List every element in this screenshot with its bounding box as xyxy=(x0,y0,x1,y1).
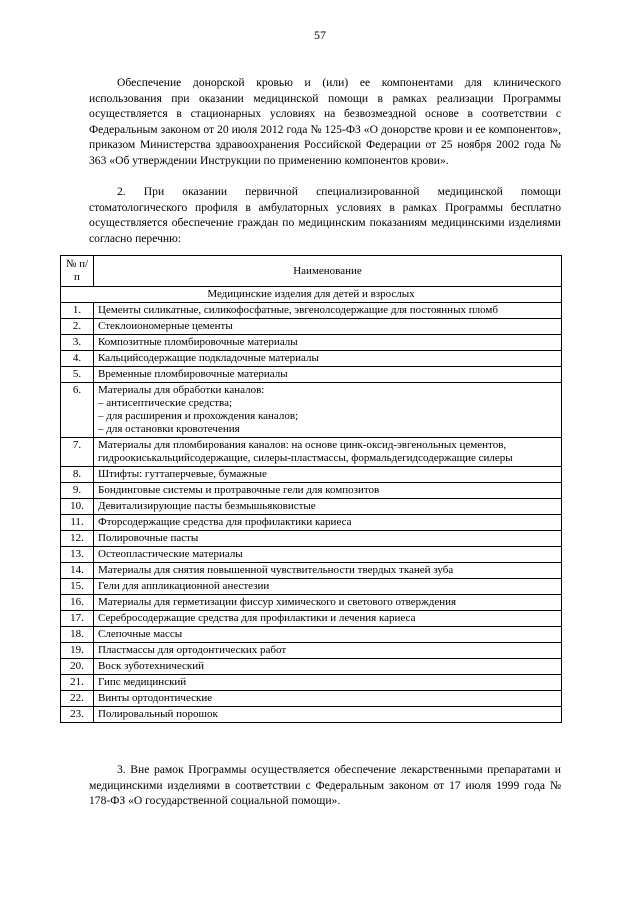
table-row xyxy=(61,595,562,611)
table-row xyxy=(61,383,562,438)
row-name-cell xyxy=(94,303,562,319)
row-number: 14. xyxy=(61,563,94,579)
row-name-cell xyxy=(94,319,562,335)
paragraph-dental-products: 2. При оказании первичной специализированной медицинской помощи стоматологического профиля в амбулаторных условиях в рамках Программы бесплатно осуществляется обеспечение граждан по медицинским показаниям медицинскими изделиями согласно перечню: xyxy=(89,185,561,245)
row-number: 9. xyxy=(61,483,94,499)
row-name: Кальцийсодержащие подкладочные материалы xyxy=(98,352,319,364)
row-name: Полировальный порошок xyxy=(98,708,218,720)
row-name: Штифты: гуттаперчевые, бумажные xyxy=(98,468,267,480)
row-name-cell xyxy=(94,547,562,563)
medical-products-table xyxy=(60,255,562,723)
row-number: 15. xyxy=(61,579,94,595)
row-name-cell xyxy=(94,595,562,611)
row-number: 3. xyxy=(61,335,94,351)
row-name: Девитализирующие пасты безмышьяковистые xyxy=(98,500,316,512)
row-name-cell xyxy=(94,611,562,627)
row-name: Цементы силикатные, силикофосфатные, эвгенолсодержащие для постоянных пломб xyxy=(98,304,498,316)
table-row xyxy=(61,335,562,351)
row-number: 12. xyxy=(61,531,94,547)
row-name-cell xyxy=(94,627,562,643)
row-name: Полировочные пасты xyxy=(98,532,199,544)
row-name: Временные пломбировочные материалы xyxy=(98,368,288,380)
row-subitem: – для остановки кровотечения xyxy=(98,423,240,435)
table-row xyxy=(61,531,562,547)
table-row xyxy=(61,303,562,319)
row-name-cell xyxy=(94,531,562,547)
row-number: 20. xyxy=(61,659,94,675)
table-row xyxy=(61,438,562,467)
row-name: Винты ортодонтические xyxy=(98,692,213,704)
row-name-cell xyxy=(94,659,562,675)
row-name-cell xyxy=(94,643,562,659)
row-name: Стеклоиономерные цементы xyxy=(98,320,233,332)
row-name: Серебросодержащие средства для профилактики и лечения кариеса xyxy=(98,612,416,624)
row-name-cell xyxy=(94,335,562,351)
row-name: Бондинговые системы и протравочные гели для композитов xyxy=(98,484,380,496)
row-name: Материалы для снятия повышенной чувствительности твердых тканей зуба xyxy=(98,564,454,576)
row-number: 2. xyxy=(61,319,94,335)
row-name-cell xyxy=(94,579,562,595)
row-number: 7. xyxy=(61,438,94,467)
row-subitem: – антисептические средства; xyxy=(98,397,233,409)
row-name: Остеопластические материалы xyxy=(98,548,243,560)
row-number: 11. xyxy=(61,515,94,531)
row-name-cell xyxy=(94,483,562,499)
row-name-cell xyxy=(94,467,562,483)
page-number: 57 xyxy=(314,28,326,42)
table-row xyxy=(61,563,562,579)
row-number: 19. xyxy=(61,643,94,659)
row-name: Материалы для пломбирования каналов: на основе цинк-оксид-эвгенольных цементов, гидроокиськальцийсодержащие, силеры-пластмассы, формальдегидсодержащие силеры xyxy=(98,439,513,464)
row-name-cell xyxy=(94,675,562,691)
table-row xyxy=(61,707,562,723)
row-name-cell xyxy=(94,438,562,467)
row-name: Слепочные массы xyxy=(98,628,183,640)
row-number: 1. xyxy=(61,303,94,319)
header-number: № п/п xyxy=(61,256,94,287)
table-row xyxy=(61,467,562,483)
paragraph-outside-program: 3. Вне рамок Программы осуществляется обеспечение лекарственными препаратами и медицинскими изделиями в соответствии с Федеральным законом от 17 июля 1999 года № 178-ФЗ «О государственной социальной помощи». xyxy=(89,763,561,808)
row-name: Пластмассы для ортодонтических работ xyxy=(98,644,287,656)
table-row xyxy=(61,691,562,707)
table-row xyxy=(61,643,562,659)
table-row xyxy=(61,611,562,627)
table-row xyxy=(61,515,562,531)
row-name: Материалы для герметизации фиссур химического и светового отверждения xyxy=(98,596,457,608)
section-title: Медицинские изделия для детей и взрослых xyxy=(61,287,562,303)
table-row xyxy=(61,351,562,367)
row-name-cell xyxy=(94,499,562,515)
table-row xyxy=(61,579,562,595)
row-number: 21. xyxy=(61,675,94,691)
paragraph-blood-supply: Обеспечение донорской кровью и (или) ее компонентами для клинического использования при оказании медицинской помощи в рамках реализации Программы осуществляется в стационарных условиях на безвозмездной основе в соответствии с Федеральным законом от 20 июля 2012 года № 125-ФЗ «О донорстве крови и ее компонентов», приказом Министерства здравоохранения Российской Федерации от 25 ноября 2002 года № 363 «Об утверждении Инструкции по применению компонентов крови». xyxy=(89,76,561,167)
row-number: 17. xyxy=(61,611,94,627)
row-number: 5. xyxy=(61,367,94,383)
row-number: 8. xyxy=(61,467,94,483)
row-number: 10. xyxy=(61,499,94,515)
row-name-cell xyxy=(94,351,562,367)
table-row xyxy=(61,675,562,691)
header-name: Наименование xyxy=(94,256,562,287)
row-name: Материалы для обработки каналов: xyxy=(98,384,265,396)
table-row xyxy=(61,499,562,515)
table-header-row xyxy=(61,256,562,287)
row-name: Гели для аппликационной анестезии xyxy=(98,580,270,592)
row-name: Гипс медицинский xyxy=(98,676,187,688)
table-row xyxy=(61,659,562,675)
row-name-cell xyxy=(94,691,562,707)
row-number: 4. xyxy=(61,351,94,367)
row-name: Фторсодержащие средства для профилактики кариеса xyxy=(98,516,352,528)
row-number: 18. xyxy=(61,627,94,643)
row-number: 23. xyxy=(61,707,94,723)
table-row xyxy=(61,367,562,383)
section-row xyxy=(61,287,562,303)
row-number: 13. xyxy=(61,547,94,563)
table-row xyxy=(61,319,562,335)
row-name-cell xyxy=(94,367,562,383)
row-number: 6. xyxy=(61,383,94,438)
row-name-cell xyxy=(94,515,562,531)
table-row xyxy=(61,547,562,563)
row-number: 22. xyxy=(61,691,94,707)
table-row xyxy=(61,627,562,643)
table-row xyxy=(61,483,562,499)
row-subitem: – для расширения и прохождения каналов; xyxy=(98,410,299,422)
row-name-cell xyxy=(94,383,562,438)
row-name: Воск зуботехнический xyxy=(98,660,205,672)
row-number: 16. xyxy=(61,595,94,611)
row-name-cell xyxy=(94,707,562,723)
row-name-cell xyxy=(94,563,562,579)
row-name: Композитные пломбировочные материалы xyxy=(98,336,298,348)
